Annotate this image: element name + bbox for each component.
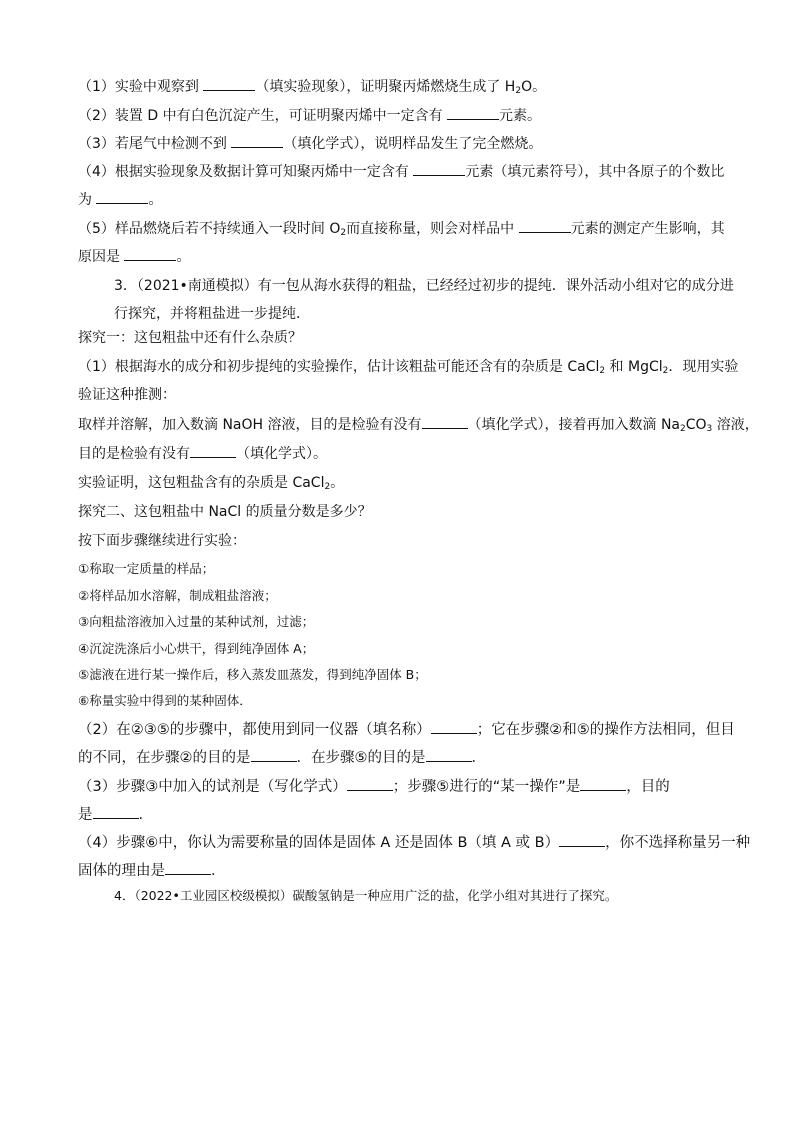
subscript: 2 — [515, 86, 522, 96]
q2-part5-line1 — [78, 220, 728, 238]
subscript: 2 — [662, 366, 669, 376]
q3-heading-line1 — [114, 277, 734, 295]
q3-sub1-line4 — [78, 445, 728, 463]
step-text: ③向粗盐溶液加入过量的某种试剂，过滤； — [78, 614, 315, 629]
text: （2）在②③⑤的步骤中，都使用到同一仪器（填名称） — [78, 722, 431, 738]
answer-blank[interactable] — [559, 834, 605, 847]
step-text: ⑥称量实验中得到的某种固体． — [78, 693, 252, 708]
q2-part4-line2 — [78, 191, 728, 209]
answer-blank[interactable] — [96, 191, 148, 204]
text: ． — [471, 750, 486, 766]
question-heading: 4．（2022•工业园区校级模拟）碳酸氢钠是一种应用广泛的盐，化学小组对其进行了探究。 — [114, 888, 618, 903]
text: 。 — [148, 192, 163, 208]
q3-part2-line1 — [78, 721, 735, 739]
text: 的不同，在步骤②的目的是 — [78, 750, 251, 766]
subscript: 2 — [340, 228, 347, 238]
text: （3）步骤③中加入的试剂是（写化学式） — [78, 779, 347, 795]
q4-heading — [114, 887, 764, 905]
q2-part3 — [78, 135, 728, 153]
answer-blank[interactable] — [124, 248, 176, 261]
text: ，目的 — [626, 779, 670, 795]
text: 是 — [78, 807, 93, 823]
answer-blank[interactable] — [519, 220, 571, 233]
answer-blank[interactable] — [93, 806, 139, 819]
q2-part4-line1 — [78, 163, 728, 181]
text: 和 MgCl — [605, 359, 663, 375]
q3-part4-line2 — [78, 862, 728, 880]
text: ；它在步骤②和⑤的操作方法相同，但目 — [476, 722, 735, 738]
text: ．在步骤⑤的目的是 — [296, 750, 426, 766]
question-heading: 行探究，并将粗盐进一步提纯． — [114, 306, 310, 322]
answer-blank[interactable] — [422, 416, 468, 429]
answer-blank[interactable] — [231, 135, 283, 148]
question-heading: 3．（2021•南通模拟）有一包从海水获得的粗盐，已经经过初步的提纯．课外活动小组对它的成分进 — [114, 278, 734, 294]
q2-part5-line2 — [78, 248, 728, 266]
step-text: ②将样品加水溶解，制成粗盐溶液； — [78, 588, 277, 603]
text: CO — [685, 417, 707, 433]
text: （3）若尾气中检测不到 — [78, 136, 232, 152]
answer-blank[interactable] — [347, 778, 393, 791]
text: 验证这种推测： — [78, 387, 176, 403]
subscript: 2 — [324, 482, 331, 492]
text: （2）装置 D 中有白色沉淀产生，可证明聚丙烯中一定含有 — [78, 108, 448, 124]
text: 元素。 — [499, 108, 542, 124]
text: 。 — [330, 475, 345, 491]
q3-step1 — [78, 560, 728, 578]
q3-step3 — [78, 613, 728, 631]
text: 元素（填元素符号），其中各原子的个数比 — [465, 164, 725, 180]
q3-step4 — [78, 640, 728, 658]
q3-explore2 — [78, 503, 728, 521]
step-text: ④沉淀洗涤后小心烘干，得到纯净固体 A； — [78, 641, 315, 656]
answer-blank[interactable] — [190, 445, 236, 458]
text: 目的是检验有没有 — [78, 446, 190, 462]
text: 按下面步骤继续进行实验： — [78, 533, 246, 549]
text: 实验证明，这包粗盐含有的杂质是 CaCl — [78, 475, 325, 491]
text: 原因是 — [78, 249, 125, 265]
step-text: ⑤滤液在进行某一操作后，移入蒸发皿蒸发，得到纯净固体 B； — [78, 667, 427, 682]
text: 为 — [78, 192, 97, 208]
text: ，你不选择称量另一种 — [605, 835, 751, 851]
text: （4）根据实验现象及数据计算可知聚丙烯中一定含有 — [78, 164, 414, 180]
subscript: 2 — [599, 366, 606, 376]
q3-heading-line2 — [114, 305, 764, 323]
q3-step2 — [78, 587, 728, 605]
q3-step6 — [78, 692, 728, 710]
q3-sub1-line3 — [78, 416, 759, 434]
subscript: 2 — [680, 424, 686, 434]
q3-part3-line2 — [78, 806, 728, 824]
text: （填化学式），接着再加入数滴 Na — [467, 417, 681, 433]
text: ；步骤⑤进行的“某一操作”是 — [392, 779, 581, 795]
text: （填化学式）。 — [236, 446, 327, 462]
q3-conclusion — [78, 474, 728, 492]
text: ．现用实验 — [668, 359, 739, 375]
q3-part3-line1 — [78, 778, 728, 796]
answer-blank[interactable] — [580, 778, 626, 791]
text: （1）实验中观察到 — [78, 79, 204, 95]
text: 固体的理由是 — [78, 863, 165, 879]
section-title: 探究一：这包粗盐中还有什么杂质？ — [78, 330, 302, 346]
text: （填实验现象），证明聚丙烯燃烧生成了 H — [255, 79, 516, 95]
text: （4）步骤⑥中，你认为需要称量的固体是固体 A 还是固体 B（填 A 或 B） — [78, 835, 560, 851]
answer-blank[interactable] — [447, 107, 499, 120]
q3-part2-line2 — [78, 749, 728, 767]
q3-step5 — [78, 666, 728, 684]
text: 元素的测定产生影响，其 — [570, 221, 725, 237]
text: 而直接称量，则会对样品中 — [346, 221, 519, 237]
answer-blank[interactable] — [165, 862, 211, 875]
section-title: 探究二、这包粗盐中 NaCl 的质量分数是多少？ — [78, 504, 372, 520]
text: （填化学式），说明样品发生了完全燃烧。 — [283, 136, 543, 152]
text: 溶液， — [712, 417, 759, 433]
text: ． — [211, 863, 226, 879]
answer-blank[interactable] — [203, 78, 255, 91]
text: （1）根据海水的成分和初步提纯的实验操作，估计该粗盐可能还含有的杂质是 CaCl — [78, 359, 600, 375]
answer-blank[interactable] — [426, 749, 472, 762]
answer-blank[interactable] — [251, 749, 297, 762]
q3-sub1-line1 — [78, 358, 739, 376]
text: （5）样品燃烧后若不持续通入一段时间 O — [78, 221, 341, 237]
q3-part4-line1 — [78, 834, 751, 852]
text: 取样并溶解，加入数滴 NaOH 溶液，目的是检验有没有 — [78, 417, 422, 433]
answer-blank[interactable] — [413, 163, 465, 176]
answer-blank[interactable] — [431, 721, 477, 734]
q2-part1 — [78, 78, 728, 96]
q2-part2 — [78, 107, 728, 125]
text: 。 — [176, 249, 191, 265]
q3-explore1 — [78, 329, 728, 347]
subscript: 3 — [706, 424, 713, 434]
step-text: ①称取一定质量的样品； — [78, 561, 215, 576]
text: O。 — [521, 79, 547, 95]
q3-steps-intro — [78, 532, 728, 550]
text: ． — [138, 807, 153, 823]
q3-sub1-line2 — [78, 386, 728, 404]
